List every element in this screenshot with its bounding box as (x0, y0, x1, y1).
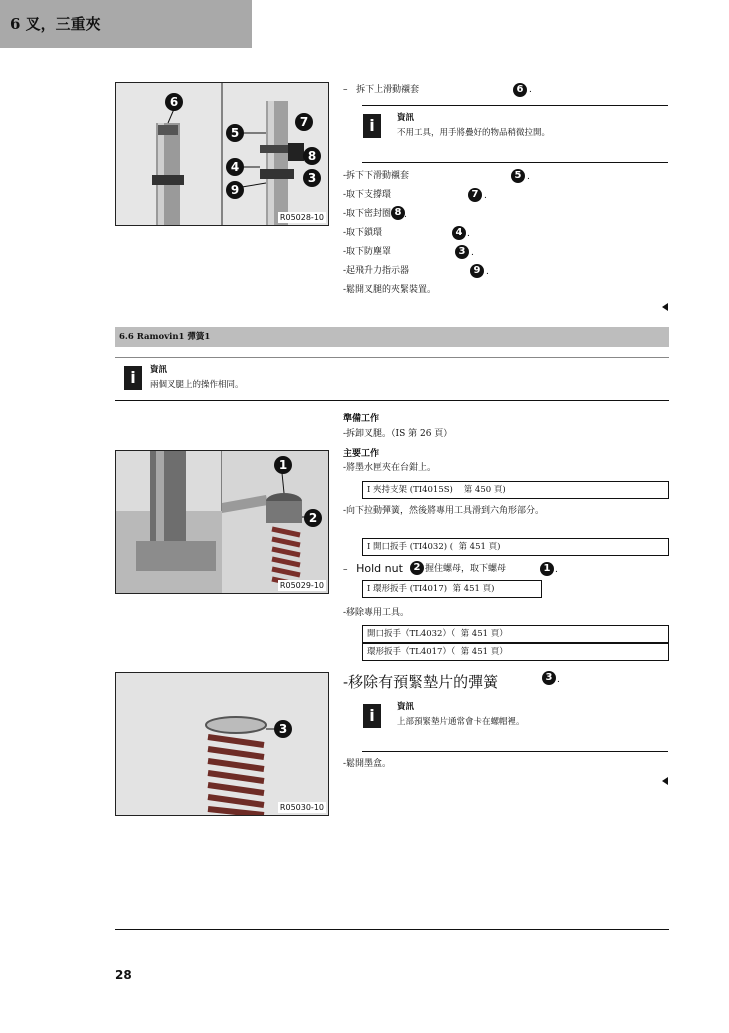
section-title: 6.6 Ramovin1 彈簧1 (119, 332, 211, 342)
step-item: -取下防塵罩 (343, 247, 392, 257)
callout-7: 7 (468, 188, 482, 202)
step-item: -取下支撐環 (343, 190, 392, 200)
callout-7-image: 7 (295, 113, 313, 131)
callout-1: 1 (540, 562, 554, 576)
step-item: -取下密封圈 (343, 209, 392, 219)
fork-parts-photo (115, 82, 329, 226)
callout-8: 8 (391, 206, 405, 220)
step-item: -起飛升力指示器 (343, 266, 410, 276)
end-of-section-mark (662, 777, 668, 785)
info-icon: i (124, 366, 142, 390)
remove-tool-step: -移除專用工具。 (343, 608, 410, 618)
callout-2-image: 2 (304, 509, 322, 527)
image-reference: R05030-10 (279, 803, 324, 812)
callout-4: 4 (452, 226, 466, 240)
image-reference: R05028-10 (279, 213, 324, 222)
callout-3: 3 (542, 671, 556, 685)
tool-box: I 環形扳手 (TI4017) 第 451 頁) (362, 580, 542, 598)
divider (115, 357, 669, 358)
callout-3-image: 3 (274, 720, 292, 738)
footer-rule (115, 929, 669, 930)
step-text: 拆下上滑動襯套 (356, 85, 420, 95)
info-title: 資訊 (397, 113, 415, 123)
tool-box: 環形扳手（TL4017）（ 第 451 頁） (362, 643, 669, 661)
divider (362, 105, 668, 106)
tool-box: 開口扳手（TL4032）（ 第 451 頁） (362, 625, 669, 643)
callout-2: 2 (410, 561, 424, 575)
info-text: 不用工具，用手將疊好的物品稍微拉開。 (397, 128, 551, 138)
section-title-bar (115, 327, 669, 347)
chapter-title: 6 叉，三重夾 (10, 15, 101, 33)
end-of-section-mark (662, 303, 668, 311)
step-remove-upper-bushing: – 拆下上滑動襯套 (343, 85, 420, 95)
info-text: 上部預緊墊片通常會卡在螺帽裡。 (397, 717, 525, 727)
info-icon: i (363, 704, 381, 728)
callout-9-image: 9 (226, 181, 244, 199)
callout-9: 9 (470, 264, 484, 278)
callout-1-image: 1 (274, 456, 292, 474)
tool-box: I 夾持支架 (TI4015S) 第 450 頁) (362, 481, 669, 499)
callout-3-image: 3 (303, 169, 321, 187)
callout-5-image: 5 (226, 124, 244, 142)
divider (115, 400, 669, 401)
info-icon: i (363, 114, 381, 138)
main-step: -向下拉動彈簧，然後將專用工具滑到六角形部分。 (343, 506, 545, 516)
prep-step: -拆卸叉腿。（IS 第 26 頁） (343, 429, 453, 439)
spring-nut-photo (115, 450, 329, 594)
callout-8-image: 8 (303, 147, 321, 165)
remove-spring-step: -移除有預緊墊片的彈簧 (343, 673, 499, 691)
spring-photo (115, 672, 329, 816)
callout-3: 3 (455, 245, 469, 259)
hold-nut-step: – Hold nut (343, 562, 403, 575)
divider (362, 162, 668, 163)
hold-nut-text: 握住螺母，取下螺母 (425, 564, 507, 574)
callout-6-image: 6 (165, 93, 183, 111)
info-title: 資訊 (397, 702, 415, 712)
divider (362, 751, 668, 752)
tool-box: I 開口扳手 (TI4032) ( 第 451 頁) (362, 538, 669, 556)
release-cartridge-step: -鬆開墨盒。 (343, 759, 392, 769)
callout-5: 5 (511, 169, 525, 183)
info-text: 兩個叉腿上的操作相同。 (150, 380, 244, 390)
info-title: 資訊 (150, 365, 168, 375)
callout-4-image: 4 (226, 158, 244, 176)
step-item: -鬆開叉腿的夾緊裝置。 (343, 285, 437, 295)
page-number: 28 (115, 968, 132, 982)
image-reference: R05029-10 (279, 581, 324, 590)
step-item: -取下鎖環 (343, 228, 383, 238)
step-item: -拆下下滑動襯套 (343, 171, 410, 181)
chapter-header (0, 0, 252, 48)
main-heading: 主要工作 (343, 449, 380, 459)
callout-6: 6 (513, 83, 527, 97)
main-step: -將墨水匣夾在台鉗上。 (343, 463, 437, 473)
prep-heading: 準備工作 (343, 414, 380, 424)
